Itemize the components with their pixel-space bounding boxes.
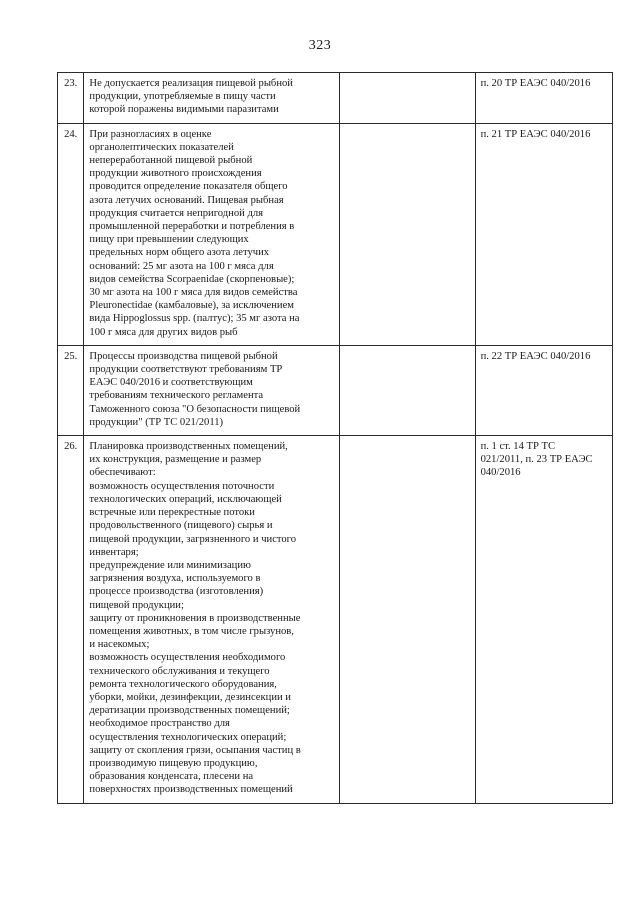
row-number: 26. bbox=[58, 436, 84, 803]
legal-reference: п. 1 ст. 14 ТР ТС 021/2011, п. 23 ТР ЕАЭС 040/2016 bbox=[475, 436, 612, 803]
requirement-text: При разногласиях в оценке органолептических показателей непереработанной пищевой рыбной продукции животного происхождения проводится определение показателя общего азота летучих оснований. Пищевая рыбная продукция считается непригодной для промышленной переработки и потребления в пищу при превышении следующих предельных норм общего азота летучих оснований: 25 мг азота на 100 г мяса для видов семейства Scorpaenidae (скорпеновые); 30 мг азота на 100 г мяса для видов семейства Pleuronectidae (камбаловые), за исключением вида Hippoglossus spp. (палтус); 35 мг азота на 100 г мяса для других видов рыб bbox=[84, 123, 340, 345]
legal-reference: п. 21 ТР ЕАЭС 040/2016 bbox=[475, 123, 612, 345]
row-number: 24. bbox=[58, 123, 84, 345]
requirement-text: Не допускается реализация пищевой рыбной продукции, употребляемые в пищу части которой поражены видимыми паразитами bbox=[84, 73, 340, 124]
requirement-text: Процессы производства пищевой рыбной продукции соответствуют требованиям ТР ЕАЭС 040/2016 и соответствующим требованиям технического регламента Таможенного союза "О безопасности пищевой продукции" (ТР ТС 021/2011) bbox=[84, 345, 340, 435]
row-number: 25. bbox=[58, 345, 84, 435]
empty-cell bbox=[340, 436, 475, 803]
page-number: 323 bbox=[308, 38, 332, 53]
table-row bbox=[58, 436, 613, 803]
legal-reference: п. 20 ТР ЕАЭС 040/2016 bbox=[475, 73, 612, 124]
row-number: 23. bbox=[58, 73, 84, 124]
empty-cell bbox=[340, 73, 475, 124]
table-row bbox=[58, 73, 613, 124]
requirements-table bbox=[57, 72, 613, 804]
empty-cell bbox=[340, 345, 475, 435]
empty-cell bbox=[340, 123, 475, 345]
legal-reference: п. 22 ТР ЕАЭС 040/2016 bbox=[475, 345, 612, 435]
requirement-text: Планировка производственных помещений, их конструкция, размещение и размер обеспечивают: возможность осуществления поточности технологических операций, исключающей встречные или перекрестные потоки продовольственного (пищевого) сырья и пищевой продукции, загрязненного и чистого инвентаря; предупреждение или минимизацию загрязнения воздуха, используемого в процессе производства (изготовления) пищевой продукции; защиту от проникновения в производственные помещения животных, в том числе грызунов, и насекомых; возможность осуществления необходимого технического обслуживания и текущего ремонта технологического оборудования, уборки, мойки, дезинфекции, дезинсекции и дератизации производственных помещений; необходимое пространство для осуществления технологических операций; защиту от скопления грязи, осыпания частиц в производимую пищевую продукцию, образования конденсата, плесени на поверхностях производственных помещений bbox=[84, 436, 340, 803]
table-row bbox=[58, 123, 613, 345]
table-row bbox=[58, 345, 613, 435]
